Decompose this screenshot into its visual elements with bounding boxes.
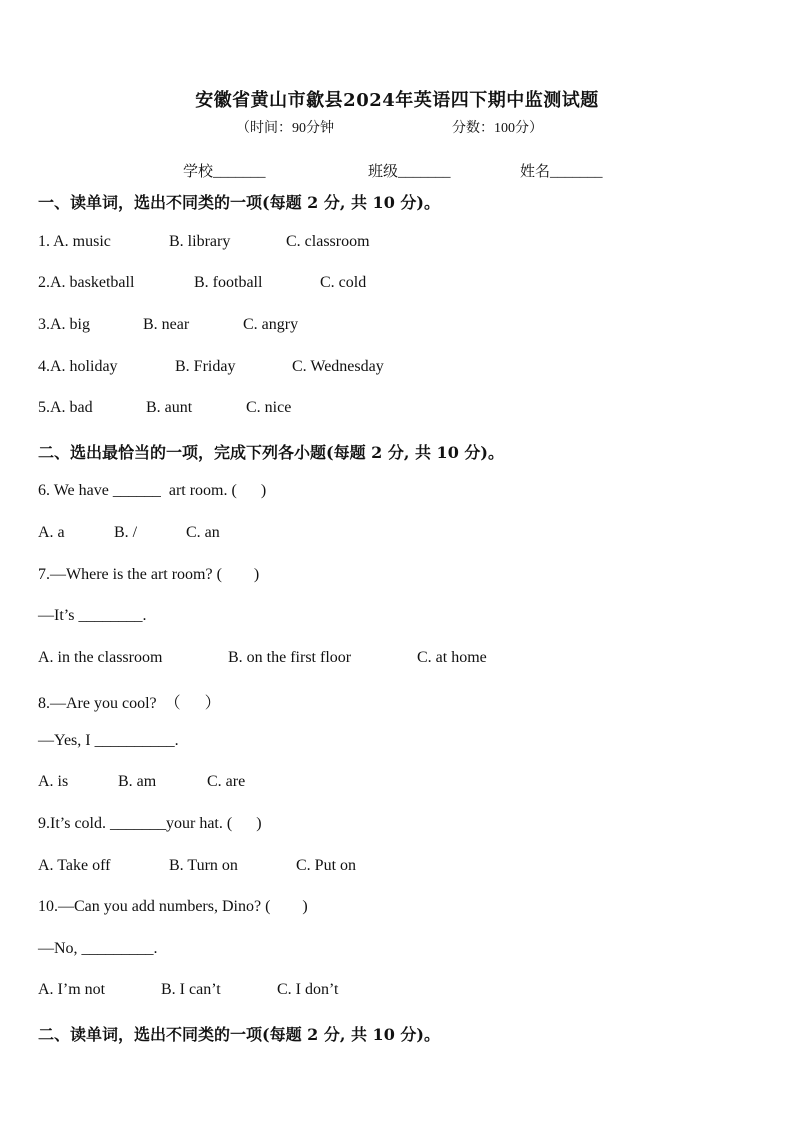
- section-heading-3: 二、读单词，选出不同类的一项(每题 2 分, 共 10 分)。: [38, 1025, 440, 1044]
- q7-option-c: C. at home: [417, 649, 487, 666]
- q7-reply: —It’s ________.: [38, 607, 147, 624]
- q10-reply: —No, _________.: [38, 940, 158, 957]
- q1-option-a: 1. A. music: [38, 233, 111, 250]
- q8-reply: —Yes, I __________.: [38, 732, 179, 749]
- q2-option-c: C. cold: [320, 274, 367, 291]
- q7-option-a: A. in the classroom: [38, 649, 163, 666]
- school-field: 学校_______: [183, 164, 266, 180]
- name-field: 姓名_______: [520, 164, 603, 180]
- q10-option-a: A. I’m not: [38, 981, 106, 998]
- q6-option-c: C. an: [186, 524, 220, 541]
- q6-option-a: A. a: [38, 524, 65, 541]
- exam-score: 分数：100分）: [452, 121, 543, 136]
- exam-time: （时间：90分钟: [236, 121, 334, 136]
- q7-stem: 7.—Where is the art room? ( ): [38, 566, 260, 583]
- section-heading-2: 二、选出最恰当的一项，完成下列各小题(每题 2 分, 共 10 分)。: [38, 443, 504, 462]
- q5-option-c: C. nice: [246, 399, 292, 416]
- q5-option-a: 5.A. bad: [38, 399, 93, 416]
- q7-option-b: B. on the first floor: [228, 649, 352, 666]
- q2-option-a: 2.A. basketball: [38, 274, 135, 291]
- q4-option-c: C. Wednesday: [292, 358, 384, 375]
- section-heading-1: 一、读单词，选出不同类的一项(每题 2 分, 共 10 分)。: [38, 193, 440, 212]
- q9-option-c: C. Put on: [296, 857, 357, 874]
- q10-option-c: C. I don’t: [277, 981, 339, 998]
- q3-option-b: B. near: [143, 316, 190, 333]
- q9-option-b: B. Turn on: [169, 857, 238, 874]
- q3-option-c: C. angry: [243, 316, 299, 333]
- q10-stem: 10.—Can you add numbers, Dino? ( ): [38, 898, 308, 915]
- q9-option-a: A. Take off: [38, 857, 111, 874]
- q8-option-c: C. are: [207, 773, 246, 790]
- q1-option-b: B. library: [169, 233, 231, 250]
- q8-option-a: A. is: [38, 773, 69, 790]
- q10-option-b: B. I can’t: [161, 981, 221, 998]
- class-field: 班级_______: [368, 164, 451, 180]
- q9-stem: 9.It’s cold. _______your hat. ( ): [38, 815, 262, 832]
- q6-stem: 6. We have ______ art room. ( ): [38, 482, 267, 499]
- q3-option-a: 3.A. big: [38, 316, 90, 333]
- q4-option-a: 4.A. holiday: [38, 358, 118, 375]
- q2-option-b: B. football: [194, 274, 263, 291]
- q5-option-b: B. aunt: [146, 399, 193, 416]
- q1-option-c: C. classroom: [286, 233, 370, 250]
- page-title: 安徽省黄山市歙县2024年英语四下期中监测试题: [195, 90, 599, 111]
- q6-option-b: B. /: [114, 524, 138, 541]
- q4-option-b: B. Friday: [175, 358, 236, 375]
- q8-stem: 8.—Are you cool? （ ）: [38, 695, 221, 712]
- q8-option-b: B. am: [118, 773, 157, 790]
